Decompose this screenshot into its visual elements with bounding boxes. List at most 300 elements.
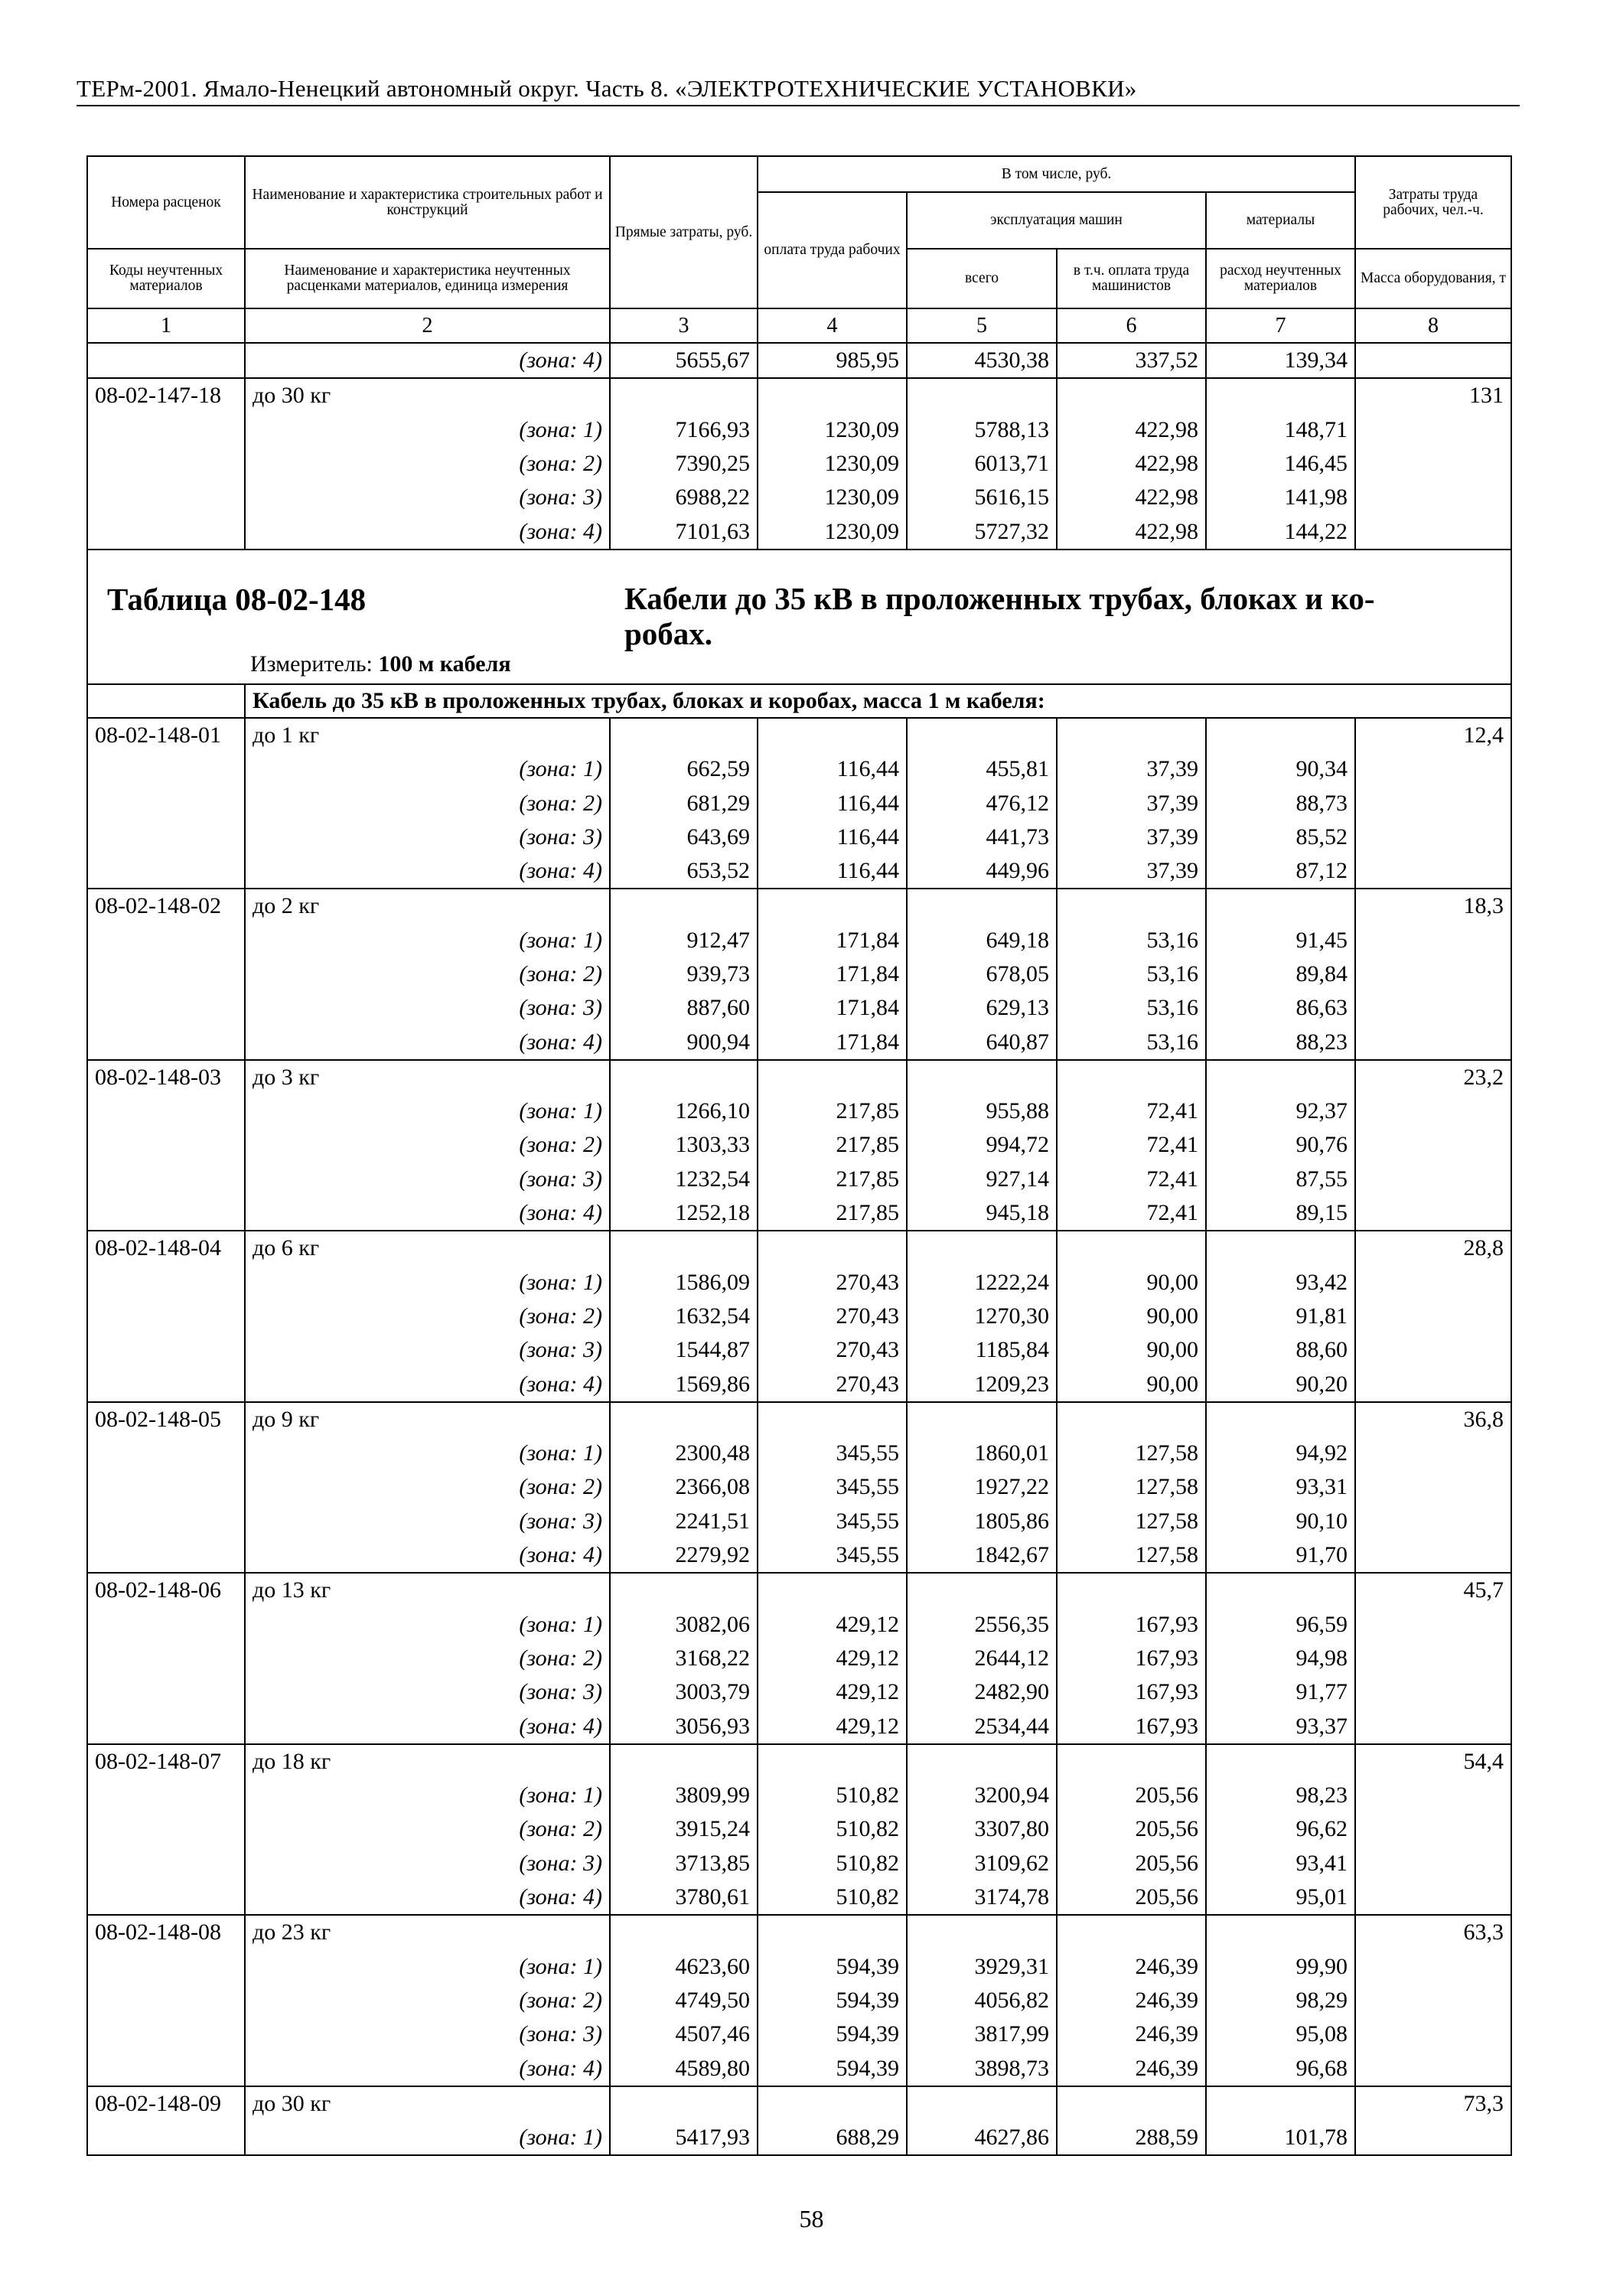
materials-cell: 95,01: [1206, 1880, 1355, 1915]
labor-cost-cell: [1355, 991, 1511, 1025]
labor-pay-cell: 171,84: [758, 924, 907, 957]
labor-pay-cell: 171,84: [758, 1025, 907, 1059]
labor-pay-cell: 345,55: [758, 1437, 907, 1470]
column-numbers-row: [87, 308, 1511, 343]
item-name-cell: до 30 кг: [245, 378, 610, 413]
machines-total-cell: 3174,78: [907, 1880, 1057, 1915]
empty-cell: [907, 1744, 1057, 1779]
zone-cell: (зона: 4): [245, 514, 610, 549]
machines-total-cell: 1927,22: [907, 1470, 1057, 1504]
labor-pay-cell: 345,55: [758, 1470, 907, 1504]
item-name-cell: до 1 кг: [245, 718, 610, 752]
empty-cell: [1057, 889, 1206, 923]
labor-cost-cell: [1355, 786, 1511, 820]
zone-cell: (зона: 4): [245, 1196, 610, 1231]
code-cell: [87, 924, 245, 957]
labor-pay-cell: 217,85: [758, 1094, 907, 1128]
labor-pay-cell: 116,44: [758, 854, 907, 889]
direct-cost-cell: 643,69: [610, 820, 758, 854]
zone-row: [87, 1779, 1511, 1812]
labor-cost-cell: [1355, 1025, 1511, 1059]
direct-cost-cell: 1232,54: [610, 1163, 758, 1196]
col-machines-header: эксплуатация машин: [907, 192, 1206, 249]
labor-cost-cell: 54,4: [1355, 1744, 1511, 1779]
labor-cost-cell: [1355, 1333, 1511, 1367]
labor-cost-cell: [1355, 1196, 1511, 1231]
code-cell: [87, 1163, 245, 1196]
machines-total-cell: 2482,90: [907, 1675, 1057, 1709]
zone-row: [87, 1538, 1511, 1573]
machines-labor-cell: 53,16: [1057, 957, 1206, 991]
table-title-block: [87, 550, 1511, 684]
machines-labor-cell: 205,56: [1057, 1812, 1206, 1846]
col-machines-total-header: всего: [907, 249, 1057, 308]
materials-cell: 91,77: [1206, 1675, 1355, 1709]
zone-cell: (зона: 1): [245, 1779, 610, 1812]
machines-total-cell: 945,18: [907, 1196, 1057, 1231]
labor-cost-cell: [1355, 1709, 1511, 1743]
empty-cell: [610, 1915, 758, 1949]
direct-cost-cell: 1266,10: [610, 1094, 758, 1128]
page-header: ТЕРм-2001. Ямало-Ненецкий автономный округ. Часть 8. «ЭЛЕКТРОТЕХНИЧЕСКИЕ УСТАНОВКИ»: [77, 73, 1520, 106]
code-cell: [87, 1642, 245, 1675]
col-machines-labor-header: в т.ч. оплата труда машинистов: [1057, 249, 1206, 308]
zone-cell: (зона: 2): [245, 1470, 610, 1504]
labor-cost-cell: [1355, 1880, 1511, 1915]
empty-cell: [610, 378, 758, 413]
empty-cell: [758, 2086, 907, 2121]
empty-cell: [907, 718, 1057, 752]
direct-cost-cell: 2300,48: [610, 1437, 758, 1470]
machines-labor-cell: 246,39: [1057, 2051, 1206, 2086]
machines-labor-cell: 288,59: [1057, 2121, 1206, 2155]
empty-cell: [758, 1060, 907, 1094]
zone-cell: (зона: 2): [245, 1642, 610, 1675]
machines-labor-cell: 53,16: [1057, 1025, 1206, 1059]
code-cell: [87, 1470, 245, 1504]
direct-cost-cell: 7166,93: [610, 413, 758, 447]
materials-cell: 98,23: [1206, 1779, 1355, 1812]
labor-pay-cell: 270,43: [758, 1266, 907, 1300]
materials-cell: 94,98: [1206, 1642, 1355, 1675]
code-cell: [87, 991, 245, 1025]
zone-row: [87, 957, 1511, 991]
direct-cost-cell: 1252,18: [610, 1196, 758, 1231]
machines-labor-cell: 422,98: [1057, 514, 1206, 549]
code-cell: [87, 1025, 245, 1059]
machines-total-cell: 455,81: [907, 752, 1057, 786]
labor-pay-cell: 1230,09: [758, 413, 907, 447]
materials-cell: 90,10: [1206, 1505, 1355, 1538]
labor-cost-cell: [1355, 1642, 1511, 1675]
direct-cost-cell: 1632,54: [610, 1300, 758, 1333]
machines-total-cell: 4530,38: [907, 343, 1057, 378]
machines-total-cell: 2556,35: [907, 1608, 1057, 1642]
materials-cell: 91,45: [1206, 924, 1355, 957]
zone-row: [87, 1812, 1511, 1846]
item-code-cell: 08-02-148-02: [87, 889, 245, 923]
zone-cell: (зона: 4): [245, 1709, 610, 1743]
labor-pay-cell: 270,43: [758, 1300, 907, 1333]
labor-pay-cell: 1230,09: [758, 514, 907, 549]
labor-pay-cell: 429,12: [758, 1642, 907, 1675]
code-cell: [87, 854, 245, 889]
zone-row: [87, 991, 1511, 1025]
labor-cost-cell: [1355, 1812, 1511, 1846]
table-description: Кабели до 35 кВ в проложенных трубах, блоках и ко-робах.: [624, 580, 1375, 651]
machines-total-cell: 1185,84: [907, 1333, 1057, 1367]
code-cell: [87, 1675, 245, 1709]
zone-cell: (зона: 3): [245, 481, 610, 514]
machines-total-cell: 629,13: [907, 991, 1057, 1025]
machines-labor-cell: 337,52: [1057, 343, 1206, 378]
empty-cell: [610, 1744, 758, 1779]
zone-row: [87, 514, 1511, 549]
table-subheader: Кабель до 35 кВ в проложенных трубах, блоках и коробах, масса 1 м кабеля:: [245, 684, 1511, 718]
col-name-header: Наименование и характеристика строительных работ и конструкций: [245, 156, 610, 249]
labor-pay-cell: 510,82: [758, 1779, 907, 1812]
labor-cost-cell: 23,2: [1355, 1060, 1511, 1094]
empty-cell: [1057, 1231, 1206, 1265]
empty-cell: [1057, 1744, 1206, 1779]
machines-labor-cell: 205,56: [1057, 1847, 1206, 1880]
materials-cell: 144,22: [1206, 514, 1355, 549]
labor-cost-cell: [1355, 1163, 1511, 1196]
machines-total-cell: 1842,67: [907, 1538, 1057, 1573]
direct-cost-cell: 3915,24: [610, 1812, 758, 1846]
item-header-row: [87, 1231, 1511, 1265]
direct-cost-cell: 5655,67: [610, 343, 758, 378]
zone-row: [87, 413, 1511, 447]
table-unit: [250, 651, 511, 677]
code-cell: [87, 820, 245, 854]
machines-labor-cell: 37,39: [1057, 752, 1206, 786]
direct-cost-cell: 912,47: [610, 924, 758, 957]
machines-total-cell: 1222,24: [907, 1266, 1057, 1300]
labor-cost-cell: 131: [1355, 378, 1511, 413]
machines-labor-cell: 90,00: [1057, 1266, 1206, 1300]
machines-labor-cell: 127,58: [1057, 1437, 1206, 1470]
table-subheader-row: [87, 684, 1511, 718]
zone-cell: (зона: 4): [245, 343, 610, 378]
materials-cell: 99,90: [1206, 1949, 1355, 1983]
machines-total-cell: 3929,31: [907, 1949, 1057, 1983]
materials-cell: 148,71: [1206, 413, 1355, 447]
materials-cell: 93,31: [1206, 1470, 1355, 1504]
materials-cell: 98,29: [1206, 1984, 1355, 2017]
empty-cell: [1057, 2086, 1206, 2121]
machines-labor-cell: 72,41: [1057, 1094, 1206, 1128]
labor-cost-cell: [1355, 752, 1511, 786]
code-cell: [87, 1333, 245, 1367]
direct-cost-cell: 662,59: [610, 752, 758, 786]
machines-labor-cell: 167,93: [1057, 1642, 1206, 1675]
labor-cost-cell: [1355, 1437, 1511, 1470]
zone-row: [87, 1642, 1511, 1675]
zone-row: [87, 1128, 1511, 1162]
direct-cost-cell: 3056,93: [610, 1709, 758, 1743]
item-header-row: [87, 889, 1511, 923]
labor-cost-cell: [1355, 343, 1511, 378]
materials-cell: 90,76: [1206, 1128, 1355, 1162]
labor-pay-cell: 345,55: [758, 1538, 907, 1573]
empty-cell: [610, 1231, 758, 1265]
labor-cost-cell: [1355, 1949, 1511, 1983]
zone-row: [87, 1847, 1511, 1880]
code-cell: [87, 2121, 245, 2155]
direct-cost-cell: 1569,86: [610, 1367, 758, 1401]
zone-row: [87, 1094, 1511, 1128]
labor-cost-cell: [1355, 1984, 1511, 2017]
labor-cost-cell: [1355, 820, 1511, 854]
code-cell: [87, 1608, 245, 1642]
machines-labor-cell: 53,16: [1057, 991, 1206, 1025]
machines-labor-cell: 127,58: [1057, 1505, 1206, 1538]
code-cell: [87, 957, 245, 991]
labor-pay-cell: 510,82: [758, 1812, 907, 1846]
materials-cell: 88,23: [1206, 1025, 1355, 1059]
direct-cost-cell: 7390,25: [610, 447, 758, 481]
column-number: 7: [1206, 308, 1355, 343]
empty-cell: [1057, 1915, 1206, 1949]
col-code-sub-header: Коды неучтенных материалов: [87, 249, 245, 308]
col-equipment-mass-header: Масса оборудования, т: [1355, 249, 1511, 308]
zone-row: [87, 1984, 1511, 2017]
code-cell: [87, 1437, 245, 1470]
empty-cell: [758, 1402, 907, 1437]
item-code-cell: 08-02-148-03: [87, 1060, 245, 1094]
labor-cost-cell: [1355, 1266, 1511, 1300]
direct-cost-cell: 900,94: [610, 1025, 758, 1059]
empty-cell: [758, 718, 907, 752]
materials-cell: 92,37: [1206, 1094, 1355, 1128]
labor-pay-cell: 594,39: [758, 1949, 907, 1983]
machines-labor-cell: 90,00: [1057, 1300, 1206, 1333]
labor-cost-cell: [1355, 1847, 1511, 1880]
machines-total-cell: 678,05: [907, 957, 1057, 991]
item-header-row: [87, 1915, 1511, 1949]
code-cell: [87, 1949, 245, 1983]
machines-labor-cell: 167,93: [1057, 1709, 1206, 1743]
machines-labor-cell: 422,98: [1057, 481, 1206, 514]
labor-cost-cell: [1355, 514, 1511, 549]
labor-pay-cell: 985,95: [758, 343, 907, 378]
code-cell: [87, 343, 245, 378]
machines-total-cell: 1209,23: [907, 1367, 1057, 1401]
labor-cost-cell: [1355, 1470, 1511, 1504]
labor-pay-cell: 171,84: [758, 991, 907, 1025]
item-name-cell: до 3 кг: [245, 1060, 610, 1094]
labor-pay-cell: 270,43: [758, 1333, 907, 1367]
zone-row: [87, 1709, 1511, 1743]
labor-cost-cell: [1355, 1675, 1511, 1709]
labor-pay-cell: 270,43: [758, 1367, 907, 1401]
zone-cell: (зона: 1): [245, 413, 610, 447]
col-direct-header: Прямые затраты, руб.: [610, 156, 758, 308]
machines-total-cell: 1860,01: [907, 1437, 1057, 1470]
item-name-cell: до 6 кг: [245, 1231, 610, 1265]
item-name-cell: до 13 кг: [245, 1573, 610, 1607]
materials-cell: 89,15: [1206, 1196, 1355, 1231]
code-cell: [87, 413, 245, 447]
empty-cell: [1206, 1402, 1355, 1437]
zone-cell: (зона: 4): [245, 1367, 610, 1401]
item-code-cell: 08-02-148-04: [87, 1231, 245, 1265]
empty-cell: [1206, 1231, 1355, 1265]
machines-total-cell: 476,12: [907, 786, 1057, 820]
zone-row: [87, 1196, 1511, 1231]
zone-row: [87, 1608, 1511, 1642]
machines-total-cell: 2644,12: [907, 1642, 1057, 1675]
machines-labor-cell: 422,98: [1057, 447, 1206, 481]
direct-cost-cell: 887,60: [610, 991, 758, 1025]
item-name-cell: до 9 кг: [245, 1402, 610, 1437]
labor-cost-cell: 36,8: [1355, 1402, 1511, 1437]
code-cell: [87, 1538, 245, 1573]
direct-cost-cell: 939,73: [610, 957, 758, 991]
zone-cell: (зона: 4): [245, 2051, 610, 2086]
direct-cost-cell: 3809,99: [610, 1779, 758, 1812]
item-code-cell: 08-02-148-08: [87, 1915, 245, 1949]
materials-cell: 94,92: [1206, 1437, 1355, 1470]
zone-row: [87, 1470, 1511, 1504]
item-header-row: [87, 1402, 1511, 1437]
labor-cost-cell: [1355, 1779, 1511, 1812]
labor-pay-cell: 217,85: [758, 1128, 907, 1162]
item-header-row: [87, 2086, 1511, 2121]
item-code-cell: 08-02-148-07: [87, 1744, 245, 1779]
machines-labor-cell: 422,98: [1057, 413, 1206, 447]
empty-cell: [907, 1915, 1057, 1949]
column-number: 4: [758, 308, 907, 343]
machines-labor-cell: 72,41: [1057, 1128, 1206, 1162]
zone-row: [87, 2051, 1511, 2086]
code-cell: [87, 1128, 245, 1162]
materials-cell: 91,81: [1206, 1300, 1355, 1333]
empty-cell: [1057, 718, 1206, 752]
zone-row: [87, 1880, 1511, 1915]
zone-row: [87, 1949, 1511, 1983]
machines-total-cell: 3109,62: [907, 1847, 1057, 1880]
empty-cell: [610, 2086, 758, 2121]
zone-row: [87, 2017, 1511, 2051]
machines-total-cell: 3200,94: [907, 1779, 1057, 1812]
empty-cell: [1057, 1060, 1206, 1094]
labor-cost-cell: 12,4: [1355, 718, 1511, 752]
zone-cell: (зона: 1): [245, 1437, 610, 1470]
labor-cost-cell: [1355, 924, 1511, 957]
empty-cell: [1206, 378, 1355, 413]
empty-cell: [758, 378, 907, 413]
zone-cell: (зона: 3): [245, 1163, 610, 1196]
direct-cost-cell: 4749,50: [610, 1984, 758, 2017]
labor-cost-cell: [1355, 2051, 1511, 2086]
empty-cell: [1206, 1744, 1355, 1779]
code-cell: [87, 447, 245, 481]
zone-cell: (зона: 1): [245, 1949, 610, 1983]
page-number: 58: [799, 2205, 824, 2232]
machines-labor-cell: 167,93: [1057, 1675, 1206, 1709]
empty-cell: [1206, 718, 1355, 752]
empty-cell: [907, 1573, 1057, 1607]
machines-total-cell: 5727,32: [907, 514, 1057, 549]
code-cell: [87, 481, 245, 514]
machines-labor-cell: 246,39: [1057, 1949, 1206, 1983]
machines-labor-cell: 205,56: [1057, 1880, 1206, 1915]
empty-cell: [610, 1573, 758, 1607]
item-name-cell: до 18 кг: [245, 1744, 610, 1779]
materials-cell: 86,63: [1206, 991, 1355, 1025]
item-name-cell: до 23 кг: [245, 1915, 610, 1949]
labor-pay-cell: 510,82: [758, 1880, 907, 1915]
zone-row: [87, 854, 1511, 889]
direct-cost-cell: 4623,60: [610, 1949, 758, 1983]
machines-total-cell: 441,73: [907, 820, 1057, 854]
zone-cell: (зона: 2): [245, 957, 610, 991]
machines-labor-cell: 72,41: [1057, 1163, 1206, 1196]
zone-cell: (зона: 2): [245, 1128, 610, 1162]
machines-labor-cell: 246,39: [1057, 1984, 1206, 2017]
direct-cost-cell: 3082,06: [610, 1608, 758, 1642]
labor-pay-cell: 345,55: [758, 1505, 907, 1538]
item-header-row: [87, 718, 1511, 752]
item-header-row: [87, 1573, 1511, 1607]
zone-cell: (зона: 2): [245, 1812, 610, 1846]
column-number: 8: [1355, 308, 1511, 343]
labor-cost-cell: [1355, 1608, 1511, 1642]
machines-total-cell: 3307,80: [907, 1812, 1057, 1846]
direct-cost-cell: 3780,61: [610, 1880, 758, 1915]
zone-cell: (зона: 3): [245, 1675, 610, 1709]
labor-cost-cell: [1355, 1538, 1511, 1573]
labor-cost-cell: 73,3: [1355, 2086, 1511, 2121]
code-cell: [87, 2017, 245, 2051]
direct-cost-cell: 1544,87: [610, 1333, 758, 1367]
labor-pay-cell: 1230,09: [758, 481, 907, 514]
machines-total-cell: 3898,73: [907, 2051, 1057, 2086]
direct-cost-cell: 2241,51: [610, 1505, 758, 1538]
code-cell: [87, 1709, 245, 1743]
labor-pay-cell: 116,44: [758, 820, 907, 854]
empty-cell: [1057, 1402, 1206, 1437]
materials-cell: 96,62: [1206, 1812, 1355, 1846]
zone-row: [87, 1367, 1511, 1401]
machines-total-cell: 927,14: [907, 1163, 1057, 1196]
zone-cell: (зона: 3): [245, 1505, 610, 1538]
carryover-row: [87, 343, 1511, 378]
machines-labor-cell: 37,39: [1057, 820, 1206, 854]
empty-cell: [907, 378, 1057, 413]
code-cell: [87, 752, 245, 786]
item-name-cell: до 30 кг: [245, 2086, 610, 2121]
empty-cell: [907, 1060, 1057, 1094]
materials-cell: 90,20: [1206, 1367, 1355, 1401]
empty-cell: [758, 1573, 907, 1607]
labor-cost-cell: [1355, 957, 1511, 991]
item-code-cell: 08-02-148-06: [87, 1573, 245, 1607]
labor-cost-cell: 18,3: [1355, 889, 1511, 923]
labor-pay-cell: 171,84: [758, 957, 907, 991]
labor-cost-cell: 28,8: [1355, 1231, 1511, 1265]
materials-cell: 146,45: [1206, 447, 1355, 481]
code-cell: [87, 2051, 245, 2086]
code-cell: [87, 1196, 245, 1231]
empty-cell: [907, 2086, 1057, 2121]
item-name-cell: до 2 кг: [245, 889, 610, 923]
materials-cell: 96,68: [1206, 2051, 1355, 2086]
zone-cell: (зона: 1): [245, 1608, 610, 1642]
empty-cell: [1057, 378, 1206, 413]
